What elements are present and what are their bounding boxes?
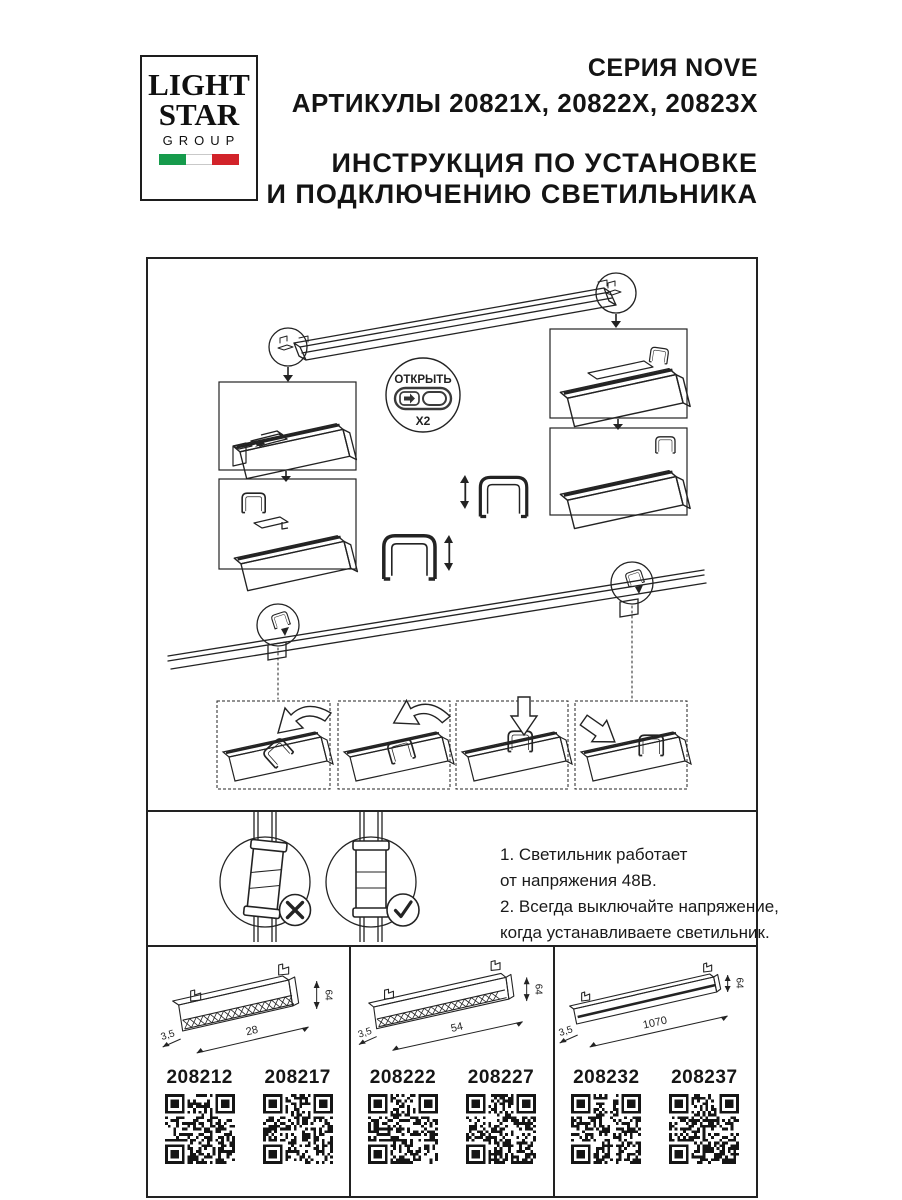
note-line-3: 2. Всегда выключайте напряжение, bbox=[500, 897, 779, 916]
open-slider-callout bbox=[386, 358, 460, 432]
luminaire-drawing-28 bbox=[148, 947, 349, 1065]
luminaire-drawing-54 bbox=[351, 947, 552, 1065]
dim-length: 1070 bbox=[641, 1014, 668, 1032]
article-number: 208222 bbox=[369, 1067, 437, 1088]
article-number: 208227 bbox=[467, 1067, 535, 1088]
logo-word-light: LIGHT bbox=[148, 67, 250, 102]
products-row bbox=[146, 945, 758, 1198]
qr-code bbox=[368, 1094, 438, 1164]
dim-depth: 3,5 bbox=[159, 1028, 177, 1044]
safety-notes bbox=[500, 842, 779, 946]
installation-diagram-box bbox=[146, 257, 758, 812]
staple-large bbox=[384, 535, 453, 579]
qr-code bbox=[263, 1094, 333, 1164]
note-line-4: когда устанавливаете светильник. bbox=[500, 923, 770, 942]
logo-word-group: GROUP bbox=[162, 133, 241, 148]
article-number: 208237 bbox=[671, 1067, 738, 1088]
check-badge bbox=[387, 894, 419, 926]
top-rail-assembly bbox=[269, 273, 636, 366]
dim-length: 54 bbox=[450, 1020, 465, 1035]
detail-endcap-parts bbox=[219, 479, 357, 591]
step-1 bbox=[223, 706, 333, 781]
detail-endcap-lock bbox=[219, 382, 356, 479]
note-line-1: 1. Светильник работает bbox=[500, 845, 688, 864]
logo-word-star: STAR bbox=[158, 97, 240, 132]
articles-line: АРТИКУЛЫ 20821X, 20822X, 20823X bbox=[291, 88, 758, 118]
mounting-steps bbox=[217, 697, 691, 789]
article-number: 208212 bbox=[166, 1067, 233, 1088]
installation-diagram bbox=[148, 259, 756, 810]
dim-height: 64 bbox=[532, 983, 544, 995]
cross-badge bbox=[280, 895, 311, 926]
detail-clip-ready bbox=[550, 428, 690, 529]
article-number: 208217 bbox=[264, 1067, 331, 1088]
page-title-line2: И ПОДКЛЮЧЕНИЮ СВЕТИЛЬНИКА bbox=[266, 179, 758, 209]
step-3 bbox=[462, 697, 572, 781]
slider-icon bbox=[395, 388, 451, 409]
series-title: СЕРИЯ NOVE bbox=[587, 54, 758, 82]
detail-cover-slide bbox=[550, 329, 690, 427]
staple-small bbox=[460, 475, 527, 517]
dim-depth: 3,5 bbox=[557, 1024, 574, 1040]
warning-box bbox=[146, 810, 779, 947]
dim-height: 64 bbox=[733, 977, 745, 989]
product-panel-2082x-long bbox=[553, 945, 756, 1196]
qr-code bbox=[165, 1094, 235, 1164]
open-count-label: X2 bbox=[415, 414, 431, 428]
italian-flag-icon bbox=[159, 154, 239, 165]
step-4 bbox=[576, 709, 691, 781]
note-line-2: от напряжения 48В. bbox=[500, 871, 657, 890]
qr-code bbox=[571, 1094, 641, 1164]
dim-height: 64 bbox=[322, 989, 334, 1001]
bottom-rail-assembly bbox=[168, 562, 706, 699]
step-2 bbox=[344, 697, 454, 781]
product-panel-2082x-medium bbox=[349, 945, 552, 1196]
product-panel-2082x-small bbox=[148, 945, 349, 1196]
qr-code bbox=[669, 1094, 739, 1164]
article-number: 208232 bbox=[573, 1067, 640, 1088]
page-title-line1: ИНСТРУКЦИЯ ПО УСТАНОВКЕ bbox=[331, 148, 758, 178]
dim-depth: 3,5 bbox=[357, 1025, 374, 1041]
qr-code bbox=[466, 1094, 536, 1164]
open-label: ОТКРЫТЬ bbox=[394, 374, 452, 386]
luminaire-drawing-1070 bbox=[555, 947, 756, 1065]
lightstar-logo bbox=[140, 55, 258, 201]
dim-length: 28 bbox=[244, 1023, 260, 1039]
